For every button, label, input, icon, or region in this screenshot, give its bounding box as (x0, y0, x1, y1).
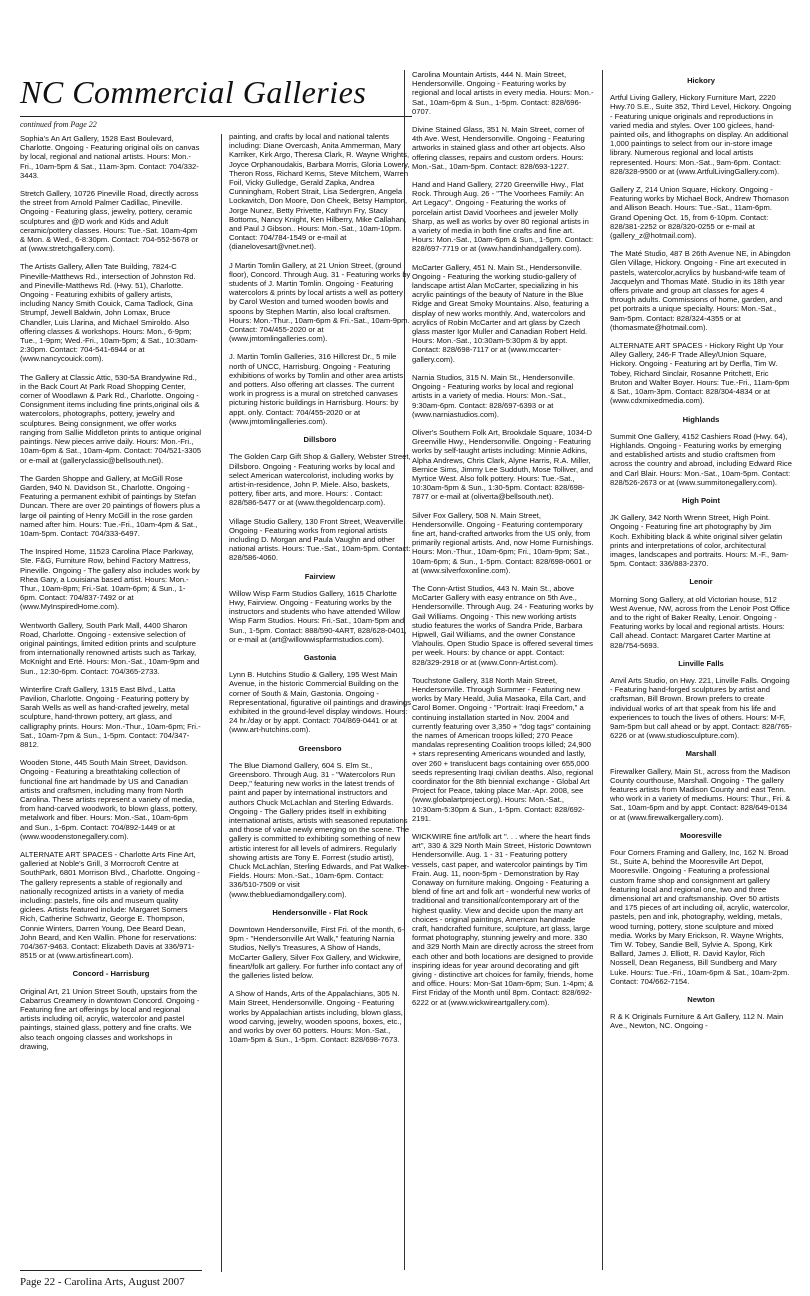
column-2 (229, 132, 411, 1053)
column-4 (610, 70, 792, 1040)
gallery-listing: Wooden Stone, 445 South Main Street, Davidson. Ongoing - Featuring a breathtaking collection of functional fine art handmade by US and Canadian artists and craftsmen, including many from North Carolina. These artists represent a variety of media, from hand-carved woodwork, to blown glass, pottery, metalwork and fiber. Hours: Mon.-Sat., 10am-6pm and Sun., 1-6pm. Contact: 704/892-1449 or at (www.woodenstonegallery.com). (20, 758, 198, 841)
section-heading: Greensboro (298, 743, 342, 753)
newspaper-page (14, 14, 796, 1288)
gallery-listing: Four Corners Framing and Gallery, Inc, 162 N. Broad St., Suite A, behind the Mooresville Art Depot, Mooresville. Ongoing - Featuring a professional custom frame shop and consignment art gallery featuring local and regional one, two and three dimensional art and craftsmanship. Over 50 artists and 175 pieces of art including oil, acrylic, watercolor, pastels, pen and ink, photography, welding, metals, wood turning, pottery, stone sculpture and mixed media. Works by Mary Erickson, R. Wayne Wrights, Tim W. Tobey, Sandie Bell, Sylvie A. Spong, Kirk Ballard, James J. Elliott, R. David Kaylor, Rich Nossell, Dean Reganess, Bill Sundberg and Mary Luke. Hours: Tue.-Fri., 10am-6pm & Sat., 10am-2pm. Contact: 704/662-7154. (610, 848, 790, 986)
gallery-listing: The Inspired Home, 11523 Carolina Place Parkway, Ste. F&G, Furniture Row, behind Factory Mattress, Pineville. Ongoing - The gallery also includes work by Rhea Gary, a Louisiana based artist. Hours: Mon.-Thur., 10am-8pm; Fri.-Sat. 10am-6pm; & Sun., 1-6pm. Contact: 704/837-7492 or at (www.MyInspiredHome.com). (20, 547, 200, 612)
gallery-listing: Divine Stained Glass, 351 N. Main Street, corner of 4th Ave. West, Hendersonville. Ongoing - Featuring artworks in stained glass and other art objects. Also offering classes, repairs and custom orders. Hours: Mon.-Sat., 10am-5pm. Contact: 828/693-1227. (412, 125, 586, 171)
gallery-listing: Lynn B. Hutchins Studio & Gallery, 195 West Main Avenue, in the historic Commercial Building on the corner of South & Main, Gastonia. Ongoing - Representational, figurative oil paintings and drawings exhibited in the ground-level display windows. Hours: 24 hr./day or by appt. Contact: 704/869-0441 or at (www.art-hutchins.com). (229, 670, 411, 735)
gallery-listing: Anvil Arts Studio, on Hwy. 221, Linville Falls. Ongoing - Featuring hand-forged sculptures by artist and craftsman, Bill Brown. Brown prefers to create individual works of art that speak from his life and experiences to touch the lives of others. Hours: M-F, 9am-5pm but call ahead or by appt. Contact: 828/765-6226 or at (www.studiosculpture.com). (610, 675, 792, 741)
gallery-listing: The Artists Gallery, Allen Tate Building, 7824-C Pineville-Matthews Rd., intersection of Johnston Rd. and Pineville-Matthews Rd. (Hwy. 51), Charlotte. Ongoing - Featuring exhibits of gallery artists, including Nancy Smith Couick, Cama Tadlock, Gina Strumpf, Jewell Baldwin, John Lomax, Bruce Chandler, Luis Llarina, and Michael Smiroldo. Also offering classes & workshops. Hours: Mon., 6-9pm; Tue., 1-9pm; Wed.-Fri., 10am-5pm; & Sat., 10:30am-2:30pm. Contact: 704-541-6944 or at (www.nancycouick.com). (20, 262, 198, 364)
gallery-listing: Stretch Gallery, 10726 Pineville Road, directly across the street from Arnold Palmer Cadillac, Pineville. Ongoing - Featuring glass, jewelry, pottery, ceramic sculptures and @D work and Kids and Adult ceramic/pottery classes. Hours: Tue.-Sat. 10am-4pm & Mon. & Wed., 6-8:30pm. Contact: 704-552-5678 or at (www.stretchgallery.com). (20, 189, 199, 254)
gallery-listing: Wentworth Gallery, South Park Mall, 4400 Sharon Road, Charlotte. Ongoing - extensive selection of original paintings, limited edition prints and sculpture from internationally renowned artists such as Tarkay, McKnight and Erté. Hours: Mon.-Sat., 10am-9pm and Sun., 12:30-6pm. Contact: 704/365-2733. (20, 620, 200, 676)
gallery-listing: Narnia Studios, 315 N. Main St., Hendersonville. Ongoing - Featuring works by local and regional artists in a variety of media. Hours: Mon.-Sat., 9:30am-6pm. Contact: 828/697-6393 or at (www.narniastudios.com). (412, 372, 575, 419)
title-rule (20, 116, 412, 117)
gallery-listing: The Gallery at Classic Attic, 530-5A Brandywine Rd., in the Back Court At Park Road Shopping Center, corner of Woodlawn & Park Rd., Charlotte. Ongoing - Consignment items including fine prints,original oils & watercolors, photographs, pottery, jewelry and sculptures. Being consignment, we offer works ranging from Sallie Middleton prints to antique original paintings. New pieces arrive daily. Hours: Mon.-Fri., 10am-6pm & Sat., 10am-4pm. Contact: 704/521-3305 or e-mail at (galleryclassic@bellsouth.net). (20, 372, 202, 465)
section-heading: Lenoir (689, 577, 713, 587)
gallery-listing: A Show of Hands, Arts of the Appalachians, 305 N. Main Street, Hendersonville. Ongoing - Featuring works by Appalachian artists including, blown glass, wood carving, jewelry, wooden spoons, boxes, etc., and works by over 60 potters. Hours: Mon.-Sat., 10am-5pm & Sun., 1-5pm. Contact: 828/698-7673. (229, 989, 403, 1045)
gallery-listing: ALTERNATE ART SPACES - Hickory Right Up Your Alley Gallery, 246-F Trade Alley/Union Square, Hickory. Ongoing - Featuring art by Derfla, Tim W. Tobey, Richard Sinclair, Rosanne Pritchett, Eric Bruton and Walter Boyer. Hours: Tue.-Fri., 11am-6pm & Sat., 10am-3pm. Contact: 828/304-4834 or at (www.cdxmixedmedia.com). (610, 341, 790, 406)
gallery-listing: Summit One Gallery, 4152 Cashiers Road (Hwy. 64), Highlands. Ongoing - Featuring works by emerging and established artists and studio craftsmen from across the country and abroad, including Edward Rice and Carl Blair. Hours: Mon.-Sat., 10am-5pm. Contact: 828/526-2673 or at (www.summitonegallery.com). (610, 431, 792, 487)
gallery-listing: Oliver's Southern Folk Art, Brookdale Square, 1034-D Greenville Hwy., Hendersonville. Ongoing - Featuring works by self-taught artists including: Minnie Adkins, Alpha Andrews, Chris Clark, Alyne Harris, R.A. Miller, Bernice Sims, Jimmy Lee Sudduth, Mose Tolliver, and Myrtice West. Also folk pottery. Hours: Tue.-Sat., 10:30am-5pm & Sun., 1:30-5pm. Contact: 828/698-7877 or e-mail at (oliverta@bellsouth.net). (412, 427, 593, 502)
gallery-listing: Firewalker Gallery, Main St., across from the Madison County courthouse, Marshall. Ongoing - The gallery features artists from Madison County and east Tenn. who work in a variety of mediums. Hours: Thur., Fri. & Sat., 10am-6pm and by appt. Contact: 828/649-0134 or at (www.firewalkergallery.com). (610, 766, 791, 822)
gallery-listing: Hand and Hand Gallery, 2720 Greenville Hwy., Flat Rock. Through Aug. 26 - "The Voorhees Family: An Art Legacy". Ongoing - Featuring the works of porcelain artist David Voorhees and jeweler Molly Sharp, as well as works by over 80 regional artists in a variety of media in both fine crafts and fine art. Hours: Mon.-Sat., 10am-6pm & Sun., 1-5pm. Contact: 828/697-7719 or at (www.handinhandgallery.com). (412, 180, 594, 254)
section-heading: Highlands (682, 414, 720, 424)
gallery-listing: The Garden Shoppe and Gallery, at McGill Rose Garden, 940 N. Davidson St., Charlotte. Ongoing - Featuring a permanent exhibit of paintings by Stefan Duncan. There are over 20 paintings of flowers plus a large oil painting of Henry McGill in the rose garden named after him. Hours: Tue.-Fri., 10am-4pm & Sat., 10am-5pm. Contact: 704/333-6497. (20, 473, 201, 538)
gallery-listing: Willow Wisp Farm Studios Gallery, 1615 Charlotte Hwy, Fairview. Ongoing - Featuring works by the instructors and students who have attended Willow Wisp Farm Studios. Hours: Fri.-Sat., 10am-5pm and Sun., 1-5pm. Contact: 888/590-4ART, 828/628-0401, or e-mail at (art@willowwispfarmstudios.com). (229, 588, 407, 644)
section-heading: Mooresville (680, 830, 722, 840)
gallery-listing: The Blue Diamond Gallery, 604 S. Elm St., Greensboro. Through Aug. 31 - "Watercolors Run Deep," featuring new works in the latest trends of paint and paper by international instructors and authors Chuck McLachlan and Sterling Edwards. Ongoing - The Gallery prides itself in exhibiting international artists, artists with seasoned reputations and those of value newly emerging on the scene. The gallery is committed to exhibiting something of new artistic interest for all levels of admirers. Regularly showing artists are Tony E. Forrest (studio artist), Chuck McLachlan, Sterling Edwards, and Pat Walker-Fields. Hours: Mon.-Sat., 10am-6pm. Contact: 336/510-7509 or visit (www.thebluediamondgallery.com). (229, 760, 410, 899)
gallery-listing: J Martin Tomlin Gallery, at 21 Union Street, (ground floor), Concord. Through Aug. 31 - Featuring works by students of J. Martin Tomlin. Ongoing - Featuring watercolors & prints by local artists a well as pottery by Carol Weston and turned wooden bowls and spoons by Stephen Martin, also local craftsmen. Hours: Mon.-Thur., 10am-6pm & Fri.-Sat., 10am-9pm. Contact: 704/455-2020 or at (www.jmtomlingalleries.com). (229, 260, 411, 344)
gallery-listing: Silver Fox Gallery, 508 N. Main Street, Hendersonville. Ongoing - Featuring contemporary fine art, hand-crafted artworks from the US only, from primarily regional artists. And, now Home Furnishings. Hours: Mon.-Thur., 10am-6pm; Fri., 10am-9pm; Sat., 10am-6pm; & Sun., 1-5pm. Contact: 828/698-0601 or at (www.silverfoxonline.com). (412, 510, 594, 575)
gallery-listing: McCarter Gallery, 451 N. Main St., Hendersonville. Ongoing - Featuring the working studio-gallery of landscape artist Alan McCarter, specializing in his acrylic paintings of the beauty of Nature in the Blue Ridge and Great Smoky Mountains. Also, featuring a display of new works monthly. And, watercolors and acrylics of Robin McCarter and art glass by Czech glass master Igor Muller and Canadian Robert Held. Hours: Mon.-Sat., 10:30am-5:30pm & by appt. Contact: 828/698-7117 or at (www.mccarter-gallery.com). (412, 262, 589, 364)
gallery-listing: WICKWIRE fine art/folk art ". . . where the heart finds art", 330 & 329 North Main Street, Historic Downtown Hendersonville. Aug. 1 - 31 - Featuring pottery vessels, cast paper, and watercolor paintings by Tim Frain. Aug. 11, noon-5pm - Demonstration by Ray Conaway on furniture making. Ongoing - Featuring a blend of fine art and folk art - wonderful new works of traditional and transitional/contemporary art of the highest quality. View and decide upon the many art choices - original paintings, American handmade craft, handcrafted furniture, sculpture, art glass, large format photography, stunning jewelry and more. 330 and 329 North Main are directly across the street from each other and both locations are designed to provide inspiring ideas for year around decorating and gift giving - distinctive art choices for family, friends, home and office. Hours: Mon-Sat 10am-6pm; Sun. 1-4pm; & First Friday of the Month until 8pm. Contact: 828/692-6222 or at (www.wickwireartgallery.com). (412, 832, 594, 1007)
section-heading: High Point (682, 495, 720, 505)
section-heading: Concord - Harrisburg (72, 969, 150, 979)
page-title: NC Commercial Galleries (20, 74, 367, 110)
gallery-listing: Winterfire Craft Gallery, 1315 East Blvd., Latta Pavilion, Charlotte. Ongoing - Featuring pottery by Sarah Wells as well as hand-crafted jewelry, metal sculpture, hand-thrown pottery, art glass, and calligraphy prints. Hours: Mon.-Thur., 10am-6pm; Fri.-Sat., 10am-7pm & Sun., 1-5pm. Contact: 704/347-8812. (20, 684, 201, 749)
section-heading: Fairview (304, 571, 336, 581)
section-heading: Gastonia (303, 652, 337, 662)
gallery-listing: J. Martin Tomlin Galleries, 316 Hillcrest Dr., 5 mile north of UNCC, Harrisburg. Ongoing - Featuring exhibitions of works by Tomlin and other area artists and potters. Also offering art classes. The current work in progress is a mural on stretched canvases picturing historic buildings in Harrisburg. Hours: by appt. only. Contact: 704/455-2020 or at (www.jmtomlingalleries.com). (229, 352, 404, 426)
gallery-listing: Touchstone Gallery, 318 North Main Street, Hendersonville. Through Summer - Featuring new works by Mary Heald, Julia Masaoka, Ella Cart, and Carol Bomer. Ongoing - "Portrait: Iraqi Freedom," a continuing installation started in Nov. 2004 and currently featuring over 3,350 + "dog tags" containing the names of American troops killed; 270 Peace mandalas representing Coalition troops killed; 24,900 + stars representing Americans wounded and lastly, over 260 + translucent bags containing over 655,000 seeds representing Iraqi civilian deaths. Also, regional coordinator for the 8th biennial exchange - Global Art Project for Peace, taking place Mar.-Apr. 2008, see (www.globalartproject.org). Hours: Mon.-Sat., 10:30am-5:30pm & Sun., 1-5pm. Contact: 828/692-2191. (412, 675, 594, 823)
section-heading: Hendersonville - Flat Rock (272, 907, 368, 917)
footer-rule (20, 1270, 202, 1271)
section-heading: Dillsboro (303, 435, 337, 445)
page-footer: Page 22 - Carolina Arts, August 2007 (20, 1276, 185, 1288)
section-heading: Linville Falls (678, 658, 724, 668)
column-divider (602, 70, 603, 1270)
column-3 (412, 70, 594, 1016)
gallery-listing: JK Gallery, 342 North Wrenn Street, High Point. Ongoing - Featuring fine art photography by Jim Koch. Exhibiting black & white original silver gelatin prints and interpretations of color, architectural images, landscapes and portraits. Hours: M.-F., 9am-5pm. Contact: 336/883-2370. (610, 513, 789, 569)
gallery-listing: Morning Song Gallery, at old Victorian house, 512 West Avenue, NW, across from the Lenoir Post Office and to the right of Baker Realty, Lenoir. Ongoing - Featuring works by local and regional artists. Hours: Call ahead. Contact: Margaret Carter Martine at 828/754-5693. (610, 594, 790, 650)
gallery-listing: The Golden Carp Gift Shop & Gallery, Webster Street, Dillsboro. Ongoing - Featuring works by local and select American watercolorist, including works by artist-in-residence, John P. Miele. Also, baskets, pottery, fiber arts, and more. Hours: . Contact: 828/586-5477 or at (www.thegoldencarp.com). (229, 452, 411, 508)
section-heading: Hickory (687, 76, 715, 85)
gallery-listing: Carolina Mountain Artists, 444 N. Main Street, Hendersonville. Ongoing - Featuring works by regional and local artists in every media. Hours: Mon.-Sat., 10am-6pm & Sun., 1-5pm. Contact: 828/696-0707. (412, 70, 594, 116)
gallery-listing: Village Studio Gallery, 130 Front Street, Weaverville. Ongoing - Featuring works from regional artists including D. Morgan and Paula Vaughn and other national artists. Hours: Tue.-Sat., 10am-5pm. Contact: 828/586-4060. (229, 516, 411, 563)
gallery-listing: Gallery Z, 214 Union Square, Hickory. Ongoing - Featuring works by Michael Bock, Andrew Thomason and Allison Beach. Hours: Tue.-Sat., 11am-6pm. Grand Opening Oct. 15, from 6-10pm. Contact: 828/381-2252 or 828/320-0255 or e-mail at (gallery_z@hotmail.com). (610, 185, 789, 241)
gallery-listing: ALTERNATE ART SPACES - Charlotte Arts Fine Art, galleried at Noble's Grill, 3 Morrocroft Centre at SouthPark, 6801 Morrison Blvd., Charlotte. Ongoing - The gallery represents a stable of regionally and nationally recognized artists in a variety of media including: pastels, fine oils and museum quality giclees. Artists featured include: Margaret Somers Rich, Catherine Schwartz, George E. Thompson, Connie Winters, Darren Young, Dee Beard Dean, John Beard, and Ken Wallin. Phone for reservations: 704/367-9463. Contact: Elizabeth Davis at 336/971-8515 or at (www.artisfineart.com). (20, 850, 200, 961)
gallery-listing: The Maté Studio, 487 B 26th Avenue NE, in Abingdon Glen Village, Hickory. Ongoing - Fine art executed in pastels, watercolor,acrylics by husband-wife team of Jacquelyn and Thomas Maté. Studio in its 18th year offers private and group art classes for ages 4 through adults. Commissions of home, garden, and pet portraits a unique specialty. Hours: Mon.-Sat., 9am-5pm. Contact: 828/324-4355 or at (thomasmate@hotmail.com). (610, 249, 791, 332)
section-heading: Marshall (685, 749, 717, 759)
gallery-listing: Artful Living Gallery, Hickory Furniture Mart, 2220 Hwy.70 S.E., Suite 352, Third Level, Hickory. Ongoing - Featuring unique originals and reproductions in varied media and styles. Over 100 giclees, hand-painted oils, and lithographs on display. An additional 1,000 paintings to select from our in-store image library. Numerous regional and local artists represented. Hours: Mon.-Sat., 9am-6pm. Contact: 828/328-9500 or at (www.ArtfulLivingGallery.com). (610, 93, 792, 176)
gallery-listing: Sophia's An Art Gallery, 1528 East Boulevard, Charlotte. Ongoing - Featuring original oils on canvas by local, regional and national artists. Hours: Mon.-Fri., 10am-5pm & Sat., 11am-3pm. Contact: 704/332-3443. (20, 134, 200, 180)
gallery-listing: Downtown Hendersonville, First Fri. of the month, 6-9pm - "Hendersonville Art Walk," featuring Narnia Studios, Nelly's Treasures, A Show of Hands, McCarter Gallery, Silver Fox Gallery, and Wickwire, fineart/folk art gallery. For further info contact any of the galleries listed below. (229, 925, 405, 981)
gallery-listing: R & K Originals Furniture & Art Gallery, 112 N. Main Ave., Newton, NC. Ongoing - (610, 1012, 784, 1031)
continued-note: continued from Page 22 (20, 120, 97, 129)
gallery-listing: painting, and crafts by local and national talents including: Diane Overcash, Anita Ammerman, Mary Karriker, Kirk Argo, Theresa Clark, R. Wayne Wrights, Joyce Orphanoudakis, Barbara Morris, Gloria Lowery, Theron Ross, Richard Kerns, Steve Mitchem, Warren Foil, Vicky Gulledge, Gerald Zapka, Andrea Cunningham, Robert Strait, Lisa Sedergren, Angela Lockavitch, Don Moore, Don Cheek, Betsy Hampton, Jorge Nunez, Betty Privette, Kathryn Fry, Stacy Bottoms, Nancy Knight, Ken Hilberry, Mike Callahan, and Paul J Gibson.. Hours: Mon.-Sat., 10am-10pm. Contact: 704/784-1549 or e-mail at (dianelovesart@vnet.net). (229, 132, 410, 252)
column-1 (20, 134, 202, 1060)
section-heading: Newton (687, 995, 715, 1005)
gallery-listing: The Conn-Artist Studios, 443 N. Main St., above McCarter Gallery with easy entrance on 5th Ave., Hendersonville. Through Aug. 24 - Featuring works by Gail Williams. Ongoing - This new working artists studio features the works of Sandra Pride, Barbara Hipwell, Gail Williams, and the owner Constance Vlahoulis. Open Studio Space is offered several times per week. Hours: by chance or appt. Contact: 828/329-2918 or at (www.Conn-Artist.com). (412, 583, 594, 667)
gallery-listing: Original Art, 21 Union Street South, upstairs from the Cabarrus Creamery in downtown Concord. Ongoing - Featuring fine art offerings by local and regional artists including oil, acrylic, watercolor and pastel paintings, stained glass, pottery and fine crafts. We also teach ongoing classes and workshops in drawing, (20, 986, 200, 1051)
column-divider (221, 134, 222, 1272)
